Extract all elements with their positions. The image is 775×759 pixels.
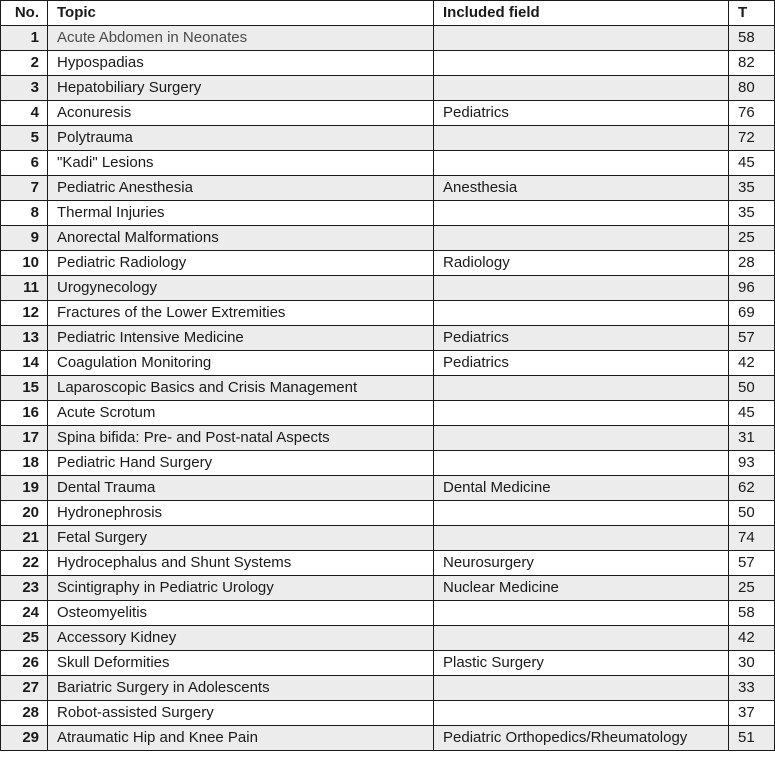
row-t-value: 25 bbox=[729, 226, 775, 251]
row-included-field bbox=[434, 151, 729, 176]
row-number: 17 bbox=[1, 426, 48, 451]
row-included-field bbox=[434, 676, 729, 701]
table-row bbox=[1, 376, 775, 401]
row-number: 24 bbox=[1, 601, 48, 626]
row-t-value: 45 bbox=[729, 401, 775, 426]
row-topic: Fractures of the Lower Extremities bbox=[48, 301, 434, 326]
row-t-value: 51 bbox=[729, 726, 775, 751]
row-t-value: 69 bbox=[729, 301, 775, 326]
header-included-field: Included field bbox=[434, 1, 729, 26]
row-included-field: Radiology bbox=[434, 251, 729, 276]
row-topic: Urogynecology bbox=[48, 276, 434, 301]
row-topic: Anorectal Malformations bbox=[48, 226, 434, 251]
row-included-field: Anesthesia bbox=[434, 176, 729, 201]
row-topic: Pediatric Hand Surgery bbox=[48, 451, 434, 476]
row-number: 19 bbox=[1, 476, 48, 501]
row-number: 3 bbox=[1, 76, 48, 101]
table-row bbox=[1, 476, 775, 501]
row-number: 2 bbox=[1, 51, 48, 76]
row-t-value: 35 bbox=[729, 201, 775, 226]
row-number: 27 bbox=[1, 676, 48, 701]
table-row bbox=[1, 176, 775, 201]
row-included-field bbox=[434, 376, 729, 401]
row-topic: Pediatric Anesthesia bbox=[48, 176, 434, 201]
row-t-value: 30 bbox=[729, 651, 775, 676]
row-topic: "Kadi" Lesions bbox=[48, 151, 434, 176]
row-included-field bbox=[434, 701, 729, 726]
table-row bbox=[1, 151, 775, 176]
row-t-value: 58 bbox=[729, 601, 775, 626]
row-included-field bbox=[434, 451, 729, 476]
row-topic: Coagulation Monitoring bbox=[48, 351, 434, 376]
row-included-field: Nuclear Medicine bbox=[434, 576, 729, 601]
table-row bbox=[1, 551, 775, 576]
row-number: 4 bbox=[1, 101, 48, 126]
row-number: 11 bbox=[1, 276, 48, 301]
row-included-field bbox=[434, 626, 729, 651]
row-number: 1 bbox=[1, 26, 48, 51]
table-body bbox=[1, 26, 775, 751]
row-included-field bbox=[434, 601, 729, 626]
row-number: 10 bbox=[1, 251, 48, 276]
row-topic: Osteomyelitis bbox=[48, 601, 434, 626]
row-number: 7 bbox=[1, 176, 48, 201]
row-included-field: Pediatrics bbox=[434, 326, 729, 351]
row-number: 8 bbox=[1, 201, 48, 226]
row-topic: Fetal Surgery bbox=[48, 526, 434, 551]
row-included-field: Dental Medicine bbox=[434, 476, 729, 501]
table-row bbox=[1, 201, 775, 226]
table-row bbox=[1, 601, 775, 626]
table-row bbox=[1, 51, 775, 76]
row-t-value: 25 bbox=[729, 576, 775, 601]
row-number: 15 bbox=[1, 376, 48, 401]
table-row bbox=[1, 301, 775, 326]
header-no: No. bbox=[1, 1, 48, 26]
row-number: 22 bbox=[1, 551, 48, 576]
row-topic: Bariatric Surgery in Adolescents bbox=[48, 676, 434, 701]
table-row bbox=[1, 251, 775, 276]
row-topic: Pediatric Radiology bbox=[48, 251, 434, 276]
header-topic: Topic bbox=[48, 1, 434, 26]
row-number: 21 bbox=[1, 526, 48, 551]
row-included-field bbox=[434, 201, 729, 226]
row-topic: Robot-assisted Surgery bbox=[48, 701, 434, 726]
header-t: T bbox=[729, 1, 775, 26]
table-row bbox=[1, 326, 775, 351]
row-t-value: 80 bbox=[729, 76, 775, 101]
row-number: 12 bbox=[1, 301, 48, 326]
row-t-value: 28 bbox=[729, 251, 775, 276]
table-row bbox=[1, 401, 775, 426]
row-t-value: 74 bbox=[729, 526, 775, 551]
row-topic: Atraumatic Hip and Knee Pain bbox=[48, 726, 434, 751]
table-row bbox=[1, 676, 775, 701]
table-row bbox=[1, 526, 775, 551]
row-number: 6 bbox=[1, 151, 48, 176]
row-t-value: 31 bbox=[729, 426, 775, 451]
row-number: 13 bbox=[1, 326, 48, 351]
row-t-value: 57 bbox=[729, 326, 775, 351]
row-number: 28 bbox=[1, 701, 48, 726]
row-topic: Aconuresis bbox=[48, 101, 434, 126]
row-included-field bbox=[434, 51, 729, 76]
row-number: 16 bbox=[1, 401, 48, 426]
row-topic: Hypospadias bbox=[48, 51, 434, 76]
table-row bbox=[1, 76, 775, 101]
row-t-value: 62 bbox=[729, 476, 775, 501]
row-topic: Scintigraphy in Pediatric Urology bbox=[48, 576, 434, 601]
table-row bbox=[1, 451, 775, 476]
table-row bbox=[1, 501, 775, 526]
row-topic: Skull Deformities bbox=[48, 651, 434, 676]
row-included-field bbox=[434, 126, 729, 151]
table-row bbox=[1, 726, 775, 751]
row-included-field bbox=[434, 401, 729, 426]
row-t-value: 93 bbox=[729, 451, 775, 476]
table-row bbox=[1, 701, 775, 726]
row-t-value: 37 bbox=[729, 701, 775, 726]
table-row bbox=[1, 126, 775, 151]
row-t-value: 57 bbox=[729, 551, 775, 576]
row-t-value: 50 bbox=[729, 376, 775, 401]
table-row bbox=[1, 351, 775, 376]
row-number: 18 bbox=[1, 451, 48, 476]
row-number: 26 bbox=[1, 651, 48, 676]
row-included-field bbox=[434, 276, 729, 301]
row-t-value: 45 bbox=[729, 151, 775, 176]
row-included-field bbox=[434, 301, 729, 326]
table-row bbox=[1, 426, 775, 451]
table-row bbox=[1, 26, 775, 51]
row-included-field bbox=[434, 76, 729, 101]
table-row bbox=[1, 651, 775, 676]
table-row bbox=[1, 276, 775, 301]
row-topic: Spina bifida: Pre- and Post-natal Aspects bbox=[48, 426, 434, 451]
row-included-field bbox=[434, 26, 729, 51]
row-included-field: Pediatric Orthopedics/Rheumatology bbox=[434, 726, 729, 751]
row-t-value: 58 bbox=[729, 26, 775, 51]
row-number: 5 bbox=[1, 126, 48, 151]
row-topic: Accessory Kidney bbox=[48, 626, 434, 651]
row-t-value: 50 bbox=[729, 501, 775, 526]
row-topic: Pediatric Intensive Medicine bbox=[48, 326, 434, 351]
table-row bbox=[1, 626, 775, 651]
row-number: 20 bbox=[1, 501, 48, 526]
row-topic: Hydronephrosis bbox=[48, 501, 434, 526]
row-topic: Acute Abdomen in Neonates bbox=[48, 26, 434, 51]
row-number: 9 bbox=[1, 226, 48, 251]
row-t-value: 76 bbox=[729, 101, 775, 126]
row-topic: Thermal Injuries bbox=[48, 201, 434, 226]
row-included-field: Pediatrics bbox=[434, 101, 729, 126]
row-number: 23 bbox=[1, 576, 48, 601]
row-topic: Polytrauma bbox=[48, 126, 434, 151]
row-t-value: 33 bbox=[729, 676, 775, 701]
row-included-field: Plastic Surgery bbox=[434, 651, 729, 676]
table-row bbox=[1, 101, 775, 126]
row-topic: Dental Trauma bbox=[48, 476, 434, 501]
row-t-value: 35 bbox=[729, 176, 775, 201]
row-t-value: 42 bbox=[729, 626, 775, 651]
row-included-field bbox=[434, 501, 729, 526]
table-row bbox=[1, 226, 775, 251]
row-included-field: Neurosurgery bbox=[434, 551, 729, 576]
row-topic: Hydrocephalus and Shunt Systems bbox=[48, 551, 434, 576]
header-row bbox=[1, 1, 775, 26]
row-t-value: 72 bbox=[729, 126, 775, 151]
row-t-value: 96 bbox=[729, 276, 775, 301]
row-number: 25 bbox=[1, 626, 48, 651]
row-topic: Laparoscopic Basics and Crisis Management bbox=[48, 376, 434, 401]
row-t-value: 82 bbox=[729, 51, 775, 76]
row-topic: Acute Scrotum bbox=[48, 401, 434, 426]
row-included-field bbox=[434, 226, 729, 251]
row-included-field bbox=[434, 426, 729, 451]
table-row bbox=[1, 576, 775, 601]
row-included-field bbox=[434, 526, 729, 551]
row-topic: Hepatobiliary Surgery bbox=[48, 76, 434, 101]
row-included-field: Pediatrics bbox=[434, 351, 729, 376]
row-t-value: 42 bbox=[729, 351, 775, 376]
row-number: 29 bbox=[1, 726, 48, 751]
row-number: 14 bbox=[1, 351, 48, 376]
